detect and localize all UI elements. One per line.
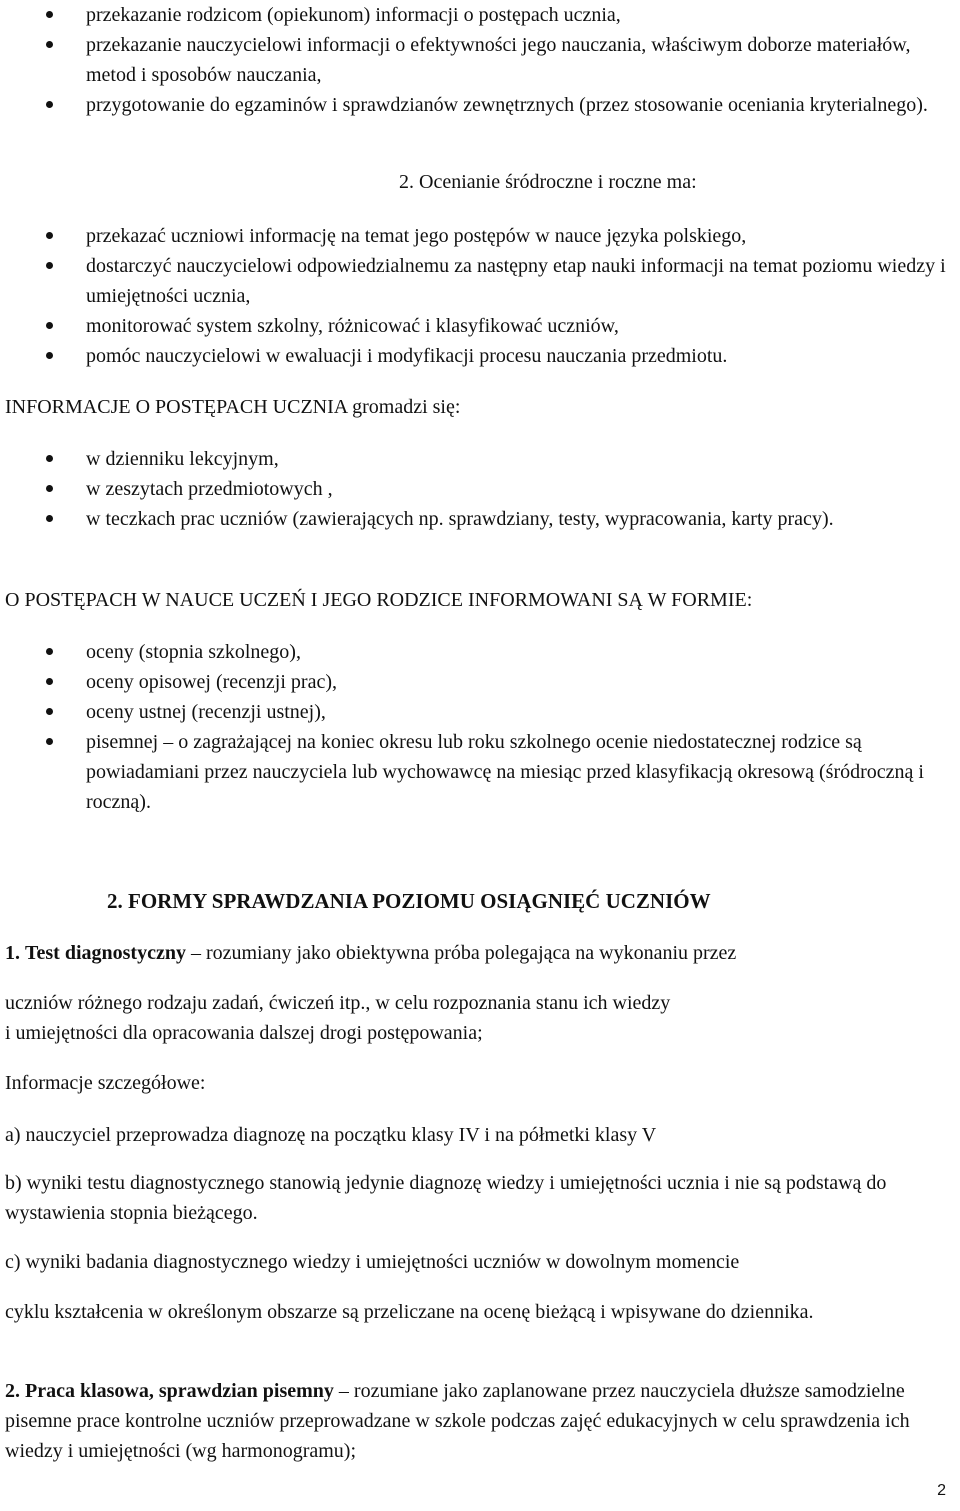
page-number: 2 [937, 1482, 946, 1499]
praca-paragraph [5, 1376, 955, 1466]
details-heading: Informacje szczegółowe: [5, 1072, 206, 1094]
list-item: pomóc nauczycielowi w ewaluacji i modyfikacji procesu nauczania przedmiotu. [46, 341, 946, 371]
section-2-intro: 2. Ocenianie śródroczne i roczne ma: [399, 171, 697, 193]
test-line-3: i umiejętności dla opracowania dalszej drogi postępowania; [5, 1022, 483, 1044]
list-item: w teczkach prac uczniów (zawierających np. sprawdziany, testy, wypracowania, karty pracy). [46, 504, 946, 534]
test-paragraph [5, 938, 955, 968]
detail-c-line-1: c) wyniki badania diagnostycznego wiedzy i umiejętności uczniów w dowolnym momencie [5, 1251, 740, 1273]
list-item: przygotowanie do egzaminów i sprawdzianów zewnętrznych (przez stosowanie oceniania kryterialnego). [46, 90, 946, 120]
test-description: – rozumiany jako obiektywna próba polegająca na wykonaniu przez [185, 942, 737, 964]
list-item: oceny opisowej (recenzji prac), [46, 667, 946, 697]
praca-number: 2. [5, 1380, 20, 1402]
list-item: monitorować system szkolny, różnicować i klasyfikować uczniów, [46, 311, 946, 341]
test-number: 1. [5, 942, 20, 964]
list-item: przekazać uczniowi informację na temat jego postępów w nauce języka polskiego, [46, 221, 946, 251]
detail-a: a) nauczyciel przeprowadza diagnozę na początku klasy IV i na półmetki klasy V [5, 1124, 657, 1146]
list-item: oceny (stopnia szkolnego), [46, 637, 946, 667]
list-goals [46, 0, 946, 120]
test-title: Test diagnostyczny [25, 942, 186, 964]
list-assessment [46, 221, 946, 371]
list-item: oceny ustnej (recenzji ustnej), [46, 697, 946, 727]
detail-b: b) wyniki testu diagnostycznego stanowią jedynie diagnozę wiedzy i umiejętności ucznia i nie są podstawą do wystawienia stopnia bieżącego. [5, 1172, 887, 1224]
postepy-heading: O POSTĘPACH W NAUCE UCZEŃ I JEGO RODZICE INFORMOWANI SĄ W FORMIE: [5, 589, 753, 611]
praca-title: Praca klasowa, sprawdzian pisemny [25, 1380, 334, 1402]
section-heading: 2. FORMY SPRAWDZANIA POZIOMU OSIĄGNIĘĆ UCZNIÓW [107, 889, 711, 913]
praca-description: – rozumiane jako zaplanowane przez nauczyciela dłuższe samodzielne pisemne prace kontrolne uczniów przeprowadzane w szkole podczas zajęć edukacyjnych w celu sprawdzenia ich wiedzy i umiejętności (wg harmonogramu); [5, 1380, 910, 1462]
informacje-heading: INFORMACJE O POSTĘPACH UCZNIA gromadzi się: [5, 396, 461, 418]
list-item: w zeszytach przedmiotowych , [46, 474, 946, 504]
test-line-2: uczniów różnego rodzaju zadań, ćwiczeń itp., w celu rozpoznania stanu ich wiedzy [5, 992, 671, 1014]
detail-c-line-2: cyklu kształcenia w określonym obszarze są przeliczane na ocenę bieżącą i wpisywane do dziennika. [5, 1301, 814, 1323]
list-item: dostarczyć nauczycielowi odpowiedzialnemu za następny etap nauki informacji na temat poziomu wiedzy i umiejętności ucznia, [46, 251, 946, 311]
list-progress-forms [46, 637, 946, 817]
list-item: przekazanie nauczycielowi informacji o efektywności jego nauczania, właściwym doborze materiałów, metod i sposobów nauczania, [46, 30, 946, 90]
list-item: przekazanie rodzicom (opiekunom) informacji o postępach ucznia, [46, 0, 946, 30]
list-information [46, 444, 946, 534]
list-item: w dzienniku lekcyjnym, [46, 444, 946, 474]
list-item: pisemnej – o zagrażającej na koniec okresu lub roku szkolnego ocenie niedostatecznej rodzice są powiadamiani przez nauczyciela lub wychowawcę na miesiąc przed klasyfikacją okresową (śródroczną i roczną). [46, 727, 946, 817]
